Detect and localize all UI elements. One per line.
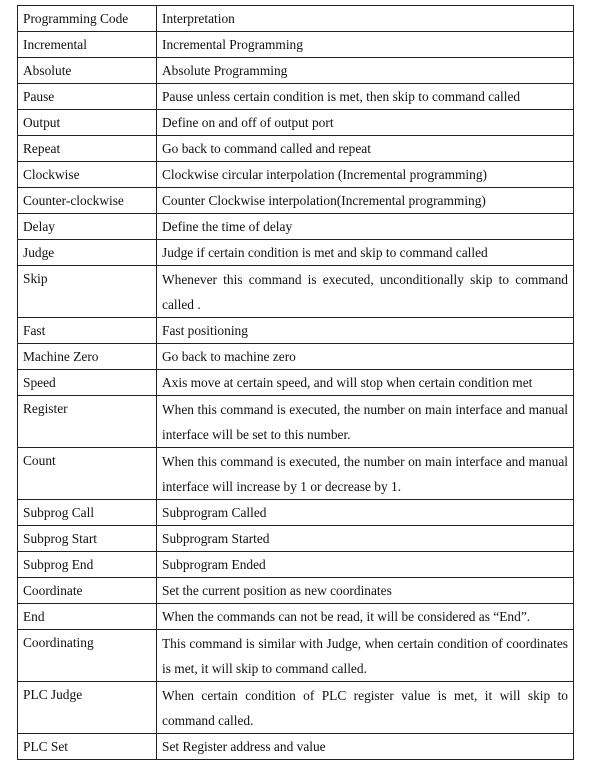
row-interpretation: Clockwise circular interpolation (Incremental programming)	[157, 162, 574, 188]
table-row	[18, 448, 574, 500]
table-header-row	[18, 6, 574, 32]
table-row	[18, 578, 574, 604]
row-interpretation: Define on and off of output port	[157, 110, 574, 136]
row-interpretation: Counter Clockwise interpolation(Incremental programming)	[157, 188, 574, 214]
row-code: Absolute	[18, 58, 157, 84]
table-row	[18, 526, 574, 552]
row-code: Judge	[18, 240, 157, 266]
table-row	[18, 734, 574, 760]
programming-code-table	[17, 5, 574, 760]
row-interpretation: When certain condition of PLC register value is met, it will skip to command called.	[157, 682, 574, 734]
row-code: Repeat	[18, 136, 157, 162]
row-code: PLC Judge	[18, 682, 157, 734]
table-row	[18, 552, 574, 578]
row-code: Counter-clockwise	[18, 188, 157, 214]
row-interpretation: This command is similar with Judge, when certain condition of coordinates is met, it will skip to command called.	[157, 630, 574, 682]
table-row	[18, 240, 574, 266]
row-code: Count	[18, 448, 157, 500]
table-row	[18, 32, 574, 58]
table-row	[18, 136, 574, 162]
table-row	[18, 318, 574, 344]
table-row	[18, 162, 574, 188]
row-interpretation: Set the current position as new coordinates	[157, 578, 574, 604]
header-programming-code: Programming Code	[18, 6, 157, 32]
row-code: Register	[18, 396, 157, 448]
row-interpretation: Fast positioning	[157, 318, 574, 344]
table-row	[18, 344, 574, 370]
row-code: End	[18, 604, 157, 630]
row-interpretation: Axis move at certain speed, and will stop when certain condition met	[157, 370, 574, 396]
table-row	[18, 188, 574, 214]
row-code: Delay	[18, 214, 157, 240]
row-interpretation: Whenever this command is executed, unconditionally skip to command called .	[157, 266, 574, 318]
table-row	[18, 604, 574, 630]
row-interpretation: When this command is executed, the number on main interface and manual interface will increase by 1 or decrease by 1.	[157, 448, 574, 500]
table-row	[18, 500, 574, 526]
row-interpretation: Define the time of delay	[157, 214, 574, 240]
row-interpretation: Set Register address and value	[157, 734, 574, 760]
row-code: Pause	[18, 84, 157, 110]
row-interpretation: Go back to machine zero	[157, 344, 574, 370]
row-interpretation: Subprogram Called	[157, 500, 574, 526]
row-code: Subprog Start	[18, 526, 157, 552]
row-code: Speed	[18, 370, 157, 396]
row-interpretation: Absolute Programming	[157, 58, 574, 84]
table-row	[18, 110, 574, 136]
row-code: Incremental	[18, 32, 157, 58]
row-interpretation: When the commands can not be read, it will be considered as “End”.	[157, 604, 574, 630]
row-code: Coordinating	[18, 630, 157, 682]
row-interpretation: Go back to command called and repeat	[157, 136, 574, 162]
table-row	[18, 370, 574, 396]
row-code: PLC Set	[18, 734, 157, 760]
table-row	[18, 396, 574, 448]
row-code: Subprog End	[18, 552, 157, 578]
table-row	[18, 214, 574, 240]
table-row	[18, 266, 574, 318]
row-code: Skip	[18, 266, 157, 318]
row-code: Coordinate	[18, 578, 157, 604]
row-interpretation: Subprogram Started	[157, 526, 574, 552]
table-row	[18, 682, 574, 734]
row-interpretation: Incremental Programming	[157, 32, 574, 58]
row-interpretation: When this command is executed, the number on main interface and manual interface will be set to this number.	[157, 396, 574, 448]
table-row	[18, 630, 574, 682]
row-code: Subprog Call	[18, 500, 157, 526]
row-code: Clockwise	[18, 162, 157, 188]
row-code: Fast	[18, 318, 157, 344]
row-interpretation: Pause unless certain condition is met, then skip to command called	[157, 84, 574, 110]
row-interpretation: Judge if certain condition is met and skip to command called	[157, 240, 574, 266]
table-row	[18, 58, 574, 84]
header-interpretation: Interpretation	[157, 6, 574, 32]
row-interpretation: Subprogram Ended	[157, 552, 574, 578]
row-code: Machine Zero	[18, 344, 157, 370]
programming-code-table-container	[17, 5, 574, 760]
table-row	[18, 84, 574, 110]
row-code: Output	[18, 110, 157, 136]
